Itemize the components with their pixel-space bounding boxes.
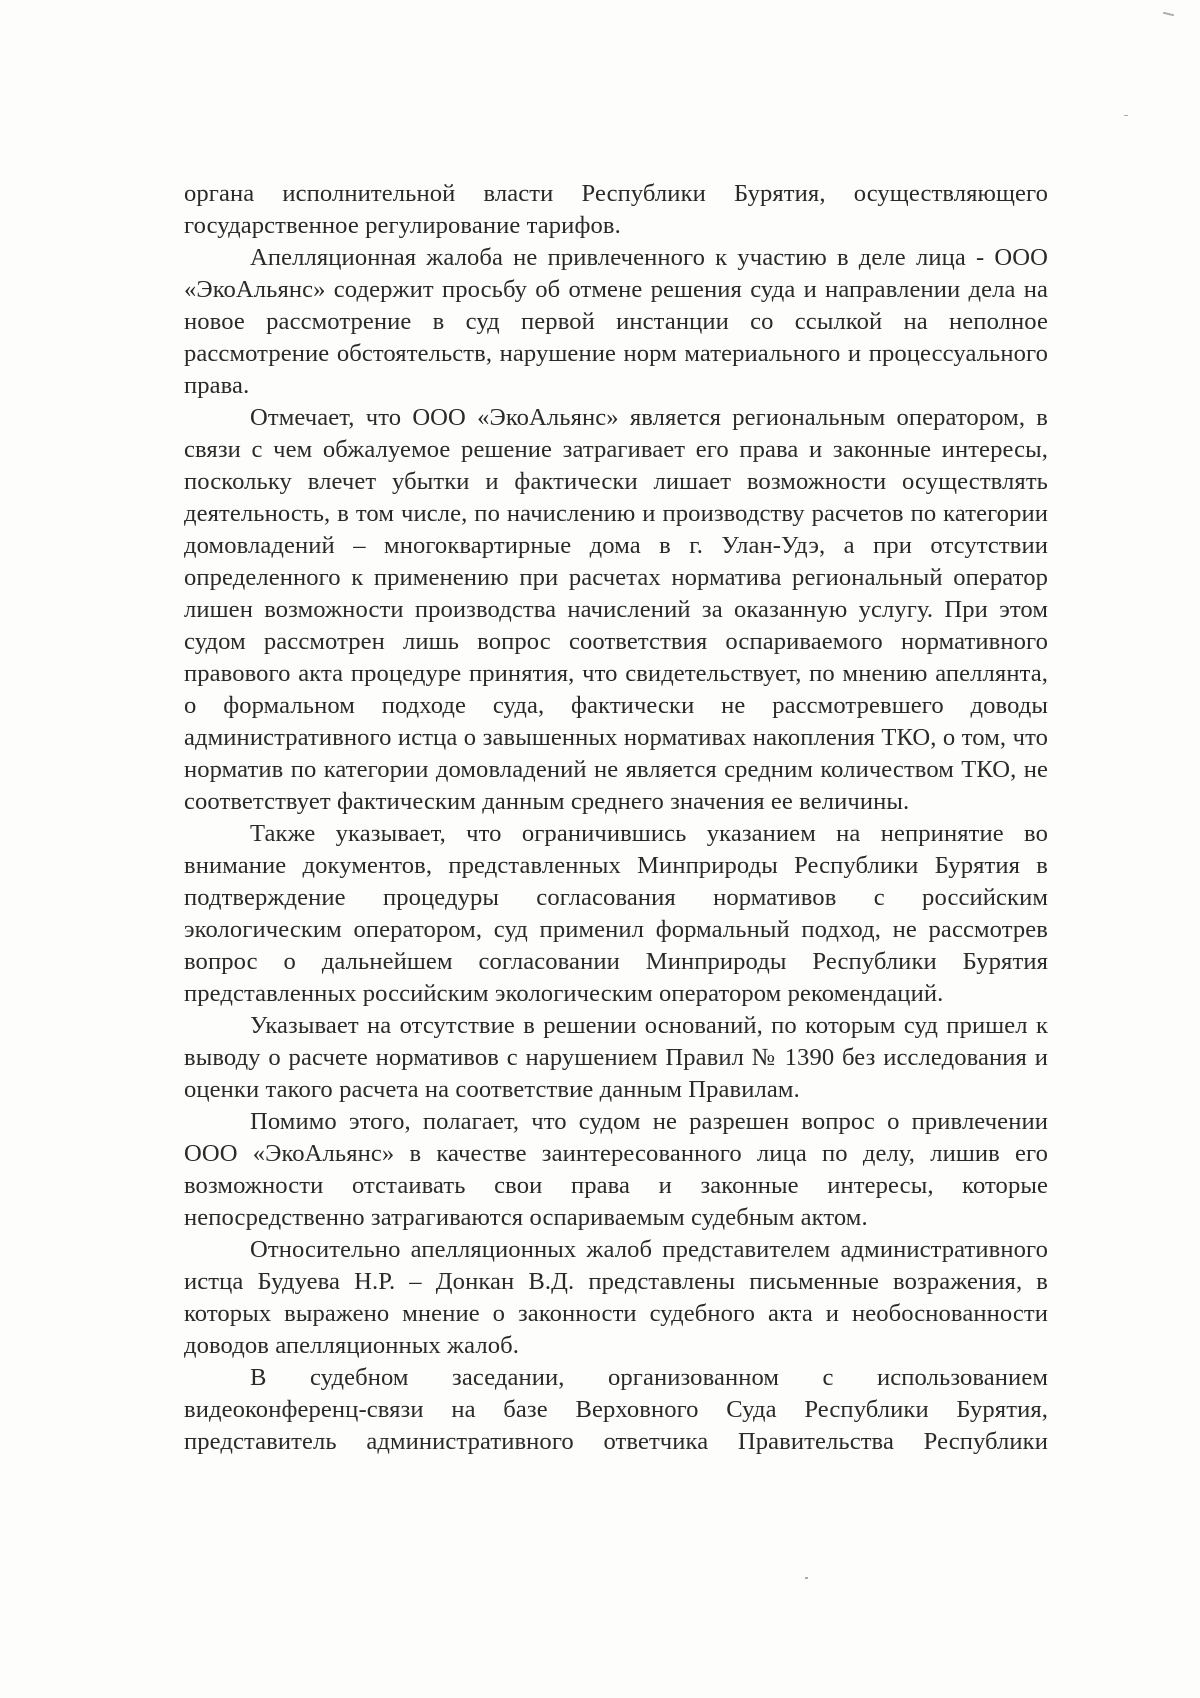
paragraph-appeal-ecoalliance: Апелляционная жалоба не привлеченного к участию в деле лица - ООО «ЭкоАльянс» содержит просьбу об отмене решения суда и направлении дела на новое рассмотрение в суд первой инстанции со ссылкой на неполное рассмотрение обстоятельств, нарушение норм материального и процессуального права. [184, 244, 1048, 399]
paragraph-continuation: органа исполнительной власти Республики Бурятия, осуществляющего государственное регулирование тарифов. [184, 180, 1048, 239]
paragraph-regional-operator: Отмечает, что ООО «ЭкоАльянс» является региональным оператором, в связи с чем обжалуемое решение затрагивает его права и законные интересы, поскольку влечет убытки и фактически лишает возможности осуществлять деятельность, в том числе, по начислению и производству расчетов по категории домовладений – многоквартирные дома в г. Улан-Удэ, а при отсутствии определенного к применению при расчетах норматива региональный оператор лишен возможности производства начислений за оказанную услугу. При этом судом рассмотрен лишь вопрос соответствия оспариваемого нормативного правового акта процедуре принятия, что свидетельствует, по мнению апеллянта, о формальном подходе суда, фактически не рассмотревшего доводы административного истца о завышенных нормативах накопления ТКО, о том, что норматив по категории домовладений не является средним количеством ТКО, не соответствует фактическим данным среднего значения ее величины. [184, 404, 1048, 815]
paragraph-rules-1390: Указывает на отсутствие в решении оснований, по которым суд пришел к выводу о расчете нормативов с нарушением Правил № 1390 без исследования и оценки такого расчета на соответствие данным Правилам. [184, 1012, 1048, 1103]
document-body [184, 178, 1048, 1458]
paragraph-interested-party: Помимо этого, полагает, что судом не разрешен вопрос о привлечении ООО «ЭкоАльянс» в качестве заинтересованного лица по делу, лишив его возможности отстаивать свои права и законные интересы, которые непосредственно затрагиваются оспариваемым судебным актом. [184, 1108, 1048, 1231]
paragraph-objections: Относительно апелляционных жалоб представителем административного истца Будуева Н.Р. – Донкан В.Д. представлены письменные возражения, в которых выражено мнение о законности судебного акта и необоснованности доводов апелляционных жалоб. [184, 1236, 1048, 1359]
scan-artifact [1163, 12, 1174, 17]
paragraph-minprirody-documents: Также указывает, что ограничившись указанием на непринятие во внимание документов, представленных Минприроды Республики Бурятия в подтверждение процедуры согласования нормативов с российским экологическим оператором, суд применил формальный подход, не рассмотрев вопрос о дальнейшем согласовании Минприроды Республики Бурятия представленных российским экологическим оператором рекомендаций. [184, 820, 1048, 1007]
paragraph-court-session: В судебном заседании, организованном с использованием видеоконференц-связи на базе Верховного Суда Республики Бурятия, представитель административного ответчика Правительства Республики [184, 1364, 1048, 1455]
scan-artifact [1124, 115, 1128, 116]
scan-artifact [805, 1577, 808, 1579]
